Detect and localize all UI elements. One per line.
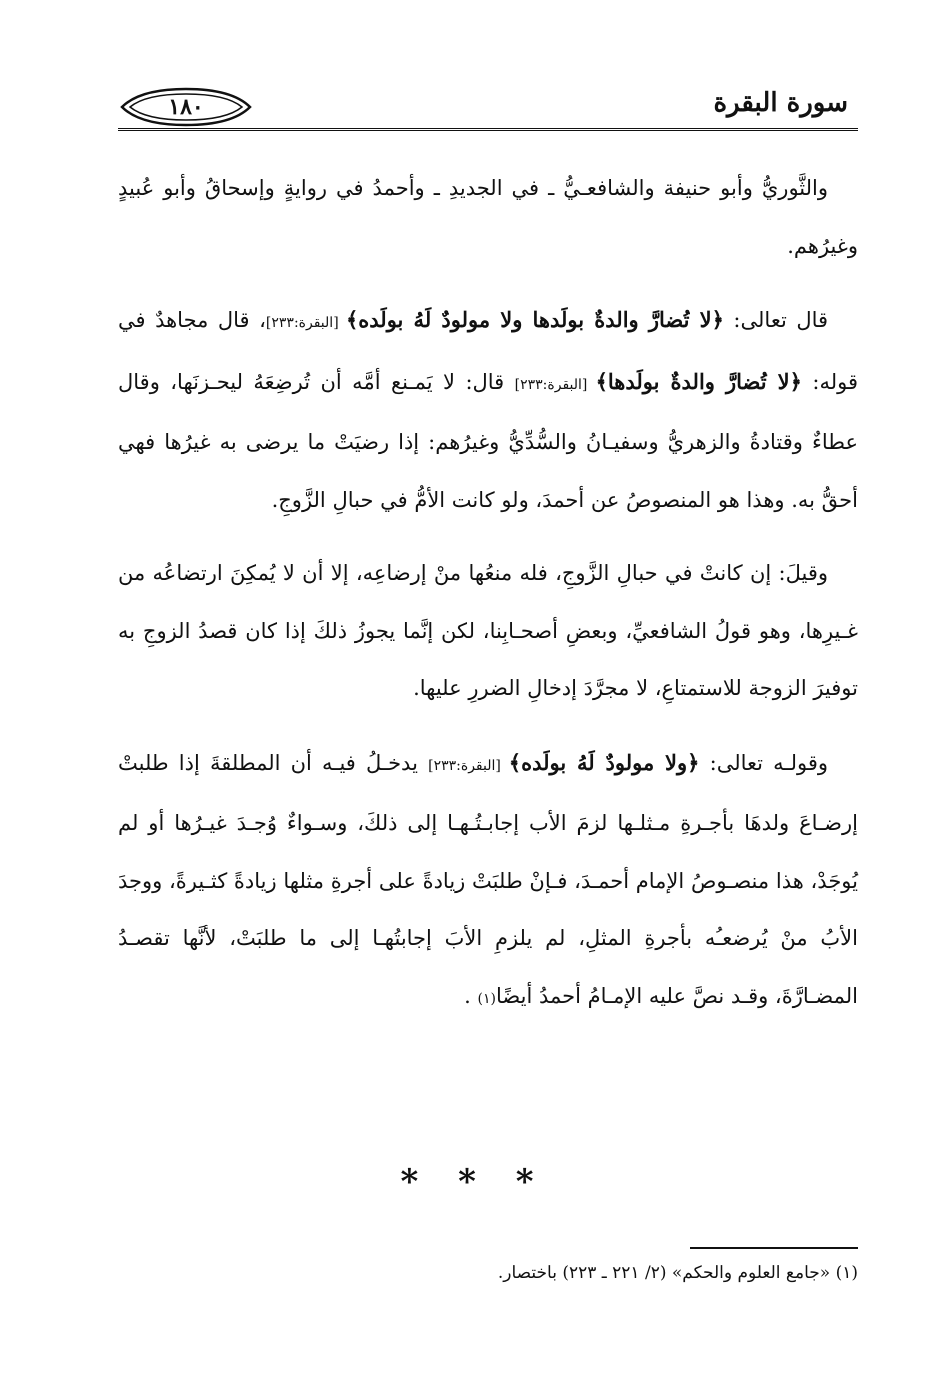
text-run: . [464, 983, 478, 1008]
paragraph [118, 545, 858, 718]
footnote-rule [690, 1247, 858, 1249]
text-run: يدخـلُ فيـه أن المطلقةَ إذا طلبتْ إرضـاعَ ولدهَا بأجـرةِ مـثلـها لزمَ الأب إجابـتُـهـا إلى ذلكَ، وسـواءٌ وُجـدَ غيـرُها أو لم يُوجَدْ، هذا منصـوصُ الإمام أحمـدَ، فـإنْ طلبَتْ زيادةً على أجرةِ مثلها زيادةً كثـيرةً، ووجدَ الأبُ منْ يُرضعـُه بأجرةِ المثلِ، لم يلزمِ الأبَ إجابتُهـا إلى ما طلبَتْ، لأنَّها تقصـدُ المضـارَّةَ، وقـد نصَّ عليه الإمـامُ أحمدُ أيضًا [118, 750, 858, 1008]
verse-reference: [البقرة:٢٣٣] [265, 315, 346, 331]
quran-verse: ﴿لا تُضارَّ والدةٌ بولَدها﴾ [595, 368, 802, 394]
footnote: (١) «جامع العلوم والحكم» (٢/ ٢٢١ ـ ٢٢٣) باختصار. [497, 1263, 858, 1283]
running-title: سورة البقرة [713, 88, 848, 118]
paragraph [118, 160, 858, 275]
verse-reference: [البقرة:٢٣٣] [428, 757, 509, 774]
quran-verse: ﴿ولا مولودٌ لَهُ بولَده﴾ [508, 749, 700, 775]
header-rule [118, 128, 858, 131]
page-number: ١٨٠ [168, 94, 204, 120]
paragraph [118, 734, 858, 1029]
page-number-badge [118, 86, 254, 128]
verse-reference: (١) [477, 990, 496, 1007]
text-run: وقيلَ: إن كانتْ في حبالِ الزَّوجِ، فله منعُها منْ إرضاعِه، إلا أن لا يُمكِنَ ارتضاعُه من غـيرِها، وهو قولُ الشافعيِّ، وبعضِ أصحـابِنا، لكن إنَّما يجوزُ ذلكَ إذا كان قصدُ الزوجِ به توفيرَ الزوجة للاستمتاعِ، لا مجرَّدَ إدخالِ الضررِ عليها. [118, 561, 858, 700]
text-run: والثَّوريُّ وأبو حنيفة والشافعـيُّ ـ في الجديدِ ـ وأحمدُ في روايةٍ وإسحاقُ وأبو عُبيدٍ وغيرُهم. [118, 176, 858, 258]
page-header [118, 78, 858, 128]
text-run: قال: لا يَمـنع أمَّه أن تُرضِعَهُ ليحـزنَها، وقال عطاءٌ وقتادةُ والزهريُّ وسفيـانُ والسُّدِّيُّ وغيرُهم: إذا رضيَتْ ما يرضى به غيرُها فهي أحقُّ به. وهذا هو المنصوصُ عن أحمدَ، ولو كانت الأمُّ في حبالِ الزَّوجِ. [118, 369, 858, 512]
paragraph [118, 291, 858, 529]
text-run: وقولـه تعالى: [699, 750, 829, 775]
section-separator: * * * [400, 1162, 548, 1202]
verse-reference: [البقرة:٢٣٣] [514, 376, 596, 393]
text-run: ، قال مجاهدٌ في قوله: [118, 308, 858, 394]
body-text [118, 160, 858, 1044]
quran-verse: ﴿لا تُضارَّ والدةٌ بولَدها ولا مولودٌ لَهُ بولَده﴾ [345, 307, 724, 332]
text-run: قال تعالى: [723, 308, 829, 332]
